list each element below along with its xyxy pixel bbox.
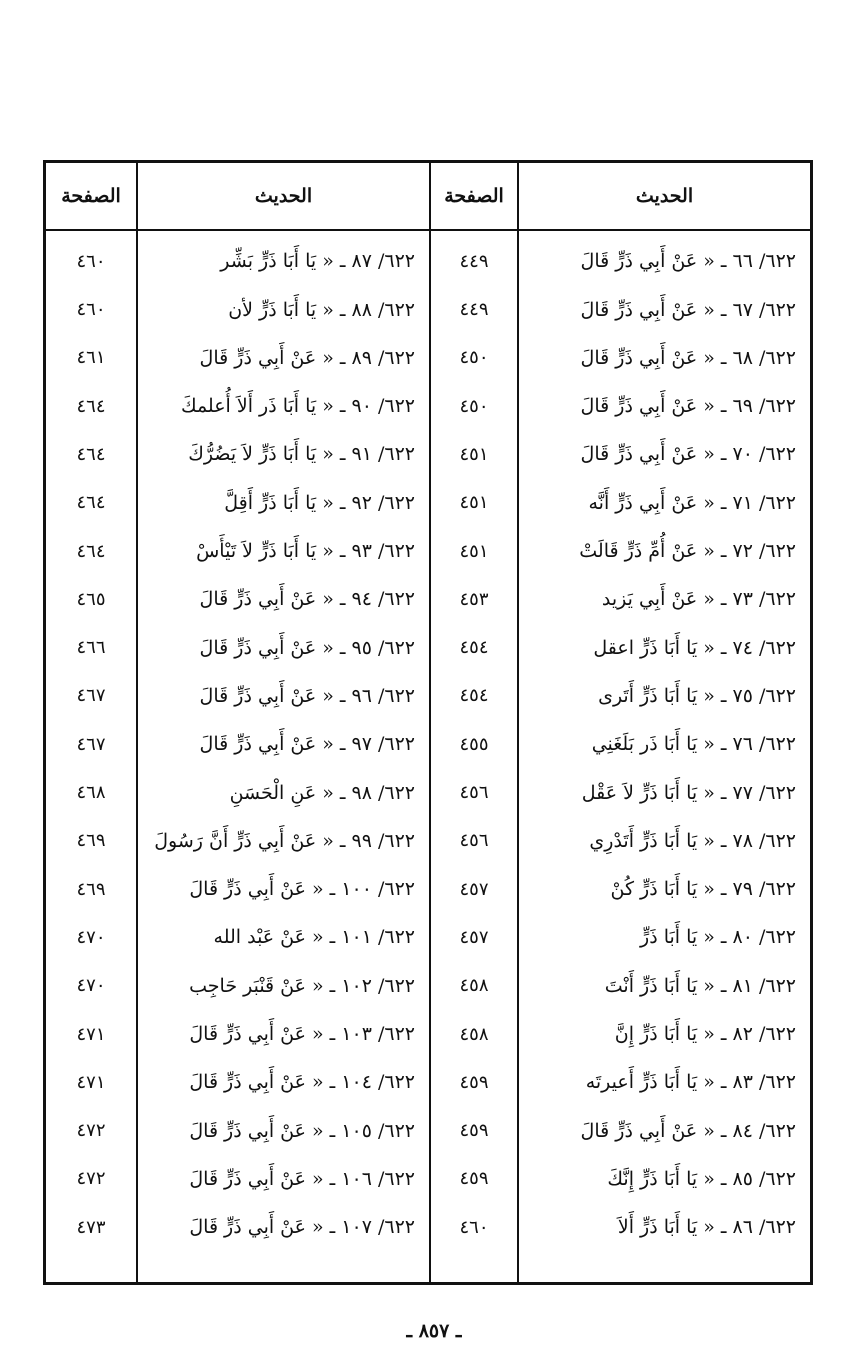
hadith-entry: ٦٢٢/ ٩٢ ـ « يَا أَبَا ذَرٍّ أَقِلَّ [224, 491, 415, 514]
hadith-entry: ٦٢٢/ ٨٩ ـ « عَنْ أَبِي ذَرٍّ قَالَ [199, 346, 415, 369]
hadith-entry: ٦٢٢/ ١٠٦ ـ « عَنْ أَبِي ذَرٍّ قَالَ [189, 1167, 415, 1190]
hadith-entry: ٦٢٢/ ٩٩ ـ « عَنْ أَبِي ذَرٍّ أَنَّ رَسُولَ [154, 829, 415, 852]
hadith-entry: ٦٢٢/ ٧٦ ـ « يَا أَبَا ذَر بَلَغَنِي [591, 733, 796, 756]
table-row [46, 285, 810, 334]
page-number-cell: ٤٦٠ [459, 1216, 489, 1238]
page-number-cell: ٤٥٧ [459, 878, 489, 900]
table-row [46, 237, 810, 286]
table-row [46, 865, 810, 914]
hadith-entry: ٦٢٢/ ٧٩ ـ « يَا أَبَا ذَرٍّ كُنْ [610, 878, 796, 901]
hadith-entry: ٦٢٢/ ٦٧ ـ « عَنْ أَبِي ذَرٍّ قَالَ [580, 298, 796, 321]
page-number-cell: ٤٥٨ [459, 975, 489, 997]
page-number-cell: ٤٦٤ [76, 540, 106, 562]
page-number-cell: ٤٦٥ [76, 588, 106, 610]
table-row [46, 720, 810, 769]
hadith-entry: ٦٢٢/ ٧٥ ـ « يَا أَبَا ذَرٍّ أَتَرى [598, 684, 796, 707]
page-number-cell: ٤٦٩ [76, 830, 106, 852]
hadith-entry: ٦٢٢/ ٨٠ ـ « يَا أَبَا ذَرٍّ [640, 926, 796, 949]
hadith-entry: ٦٢٢/ ٧٣ ـ « عَنْ أَبِي يَزيد [601, 588, 796, 611]
hadith-entry: ٦٢٢/ ٧٢ ـ « عَنْ أُمِّ ذَرٍّ قَالَتْ [579, 540, 796, 563]
hadith-entry: ٦٢٢/ ٩٧ ـ « عَنْ أَبِي ذَرٍّ قَالَ [199, 733, 415, 756]
table-row [46, 1203, 810, 1252]
header-hadith-right: الحديث [635, 185, 694, 207]
page-number-cell: ٤٥٠ [459, 347, 489, 369]
hadith-entry: ٦٢٢/ ١٠٤ ـ « عَنْ أَبِي ذَرٍّ قَالَ [189, 1071, 415, 1094]
page-number-cell: ٤٥٧ [459, 926, 489, 948]
page-number-cell: ٤٥١ [459, 443, 489, 465]
page-number-cell: ٤٥١ [459, 492, 489, 514]
table-row [46, 1106, 810, 1155]
page-number-cell: ٤٥٩ [459, 1120, 489, 1142]
hadith-entry: ٦٢٢/ ٦٨ ـ « عَنْ أَبِي ذَرٍّ قَالَ [580, 346, 796, 369]
page-number-cell: ٤٧٣ [76, 1216, 106, 1238]
page-number-cell: ٤٦٧ [76, 733, 106, 755]
page-number-cell: ٤٦٨ [76, 782, 106, 804]
page-number-cell: ٤٥١ [459, 540, 489, 562]
table-row [46, 913, 810, 962]
index-table [43, 160, 813, 1285]
hadith-entry: ٦٢٢/ ٨١ ـ « يَا أَبَا ذَرٍّ أَنْتَ [604, 974, 796, 997]
table-row [46, 1155, 810, 1204]
page-number-cell: ٤٧١ [76, 1023, 106, 1045]
table-row [46, 817, 810, 866]
hadith-entry: ٦٢٢/ ٨٥ ـ « يَا أَبَا ذَرٍّ إِنَّكَ [607, 1167, 796, 1190]
header-page-right: الصفحة [444, 185, 504, 207]
hadith-entry: ٦٢٢/ ١٠٢ ـ « عَنْ قَنْبَر حَاجِب [189, 974, 415, 997]
table-row [46, 672, 810, 721]
page-number-cell: ٤٦٠ [76, 299, 106, 321]
hadith-entry: ٦٢٢/ ١٠٣ ـ « عَنْ أَبِي ذَرٍّ قَالَ [189, 1023, 415, 1046]
hadith-entry: ٦٢٢/ ٩١ ـ « يَا أَبَا ذَرٍّ لاَ يَضُرُّكَ [188, 443, 415, 466]
page-number-cell: ٤٤٩ [459, 250, 489, 272]
page-number-cell: ٤٥٦ [459, 782, 489, 804]
table-row [46, 430, 810, 479]
page-number-cell: ٤٤٩ [459, 299, 489, 321]
page-number-cell: ٤٥٨ [459, 1023, 489, 1045]
page-number-cell: ٤٧٢ [76, 1168, 106, 1190]
page-number-cell: ٤٥٤ [459, 637, 489, 659]
hadith-entry: ٦٢٢/ ٧١ ـ « عَنْ أَبِي ذَرٍّ أَنَّه [588, 491, 796, 514]
page-number-cell: ٤٥٣ [459, 588, 489, 610]
page-number: ـ ٨٥٧ ـ [406, 1320, 462, 1342]
hadith-entry: ٦٢٢/ ٩٥ ـ « عَنْ أَبِي ذَرٍّ قَالَ [199, 636, 415, 659]
table-row [46, 479, 810, 528]
page-number-cell: ٤٦٠ [76, 250, 106, 272]
hadith-entry: ٦٢٢/ ٩٦ ـ « عَنْ أَبِي ذَرٍّ قَالَ [199, 684, 415, 707]
page-number-cell: ٤٧٢ [76, 1120, 106, 1142]
hadith-entry: ٦٢٢/ ١٠٠ ـ « عَنْ أَبِي ذَرٍّ قَالَ [189, 878, 415, 901]
page-number-cell: ٤٥٩ [459, 1168, 489, 1190]
hadith-entry: ٦٢٢/ ١٠١ ـ « عَنْ عَبْد الله [213, 926, 415, 949]
hadith-entry: ٦٢٢/ ٨٧ ـ « يَا أَبَا ذَرٍّ بَشِّر [220, 250, 415, 273]
page-number-cell: ٤٦٤ [76, 492, 106, 514]
hadith-entry: ٦٢٢/ ٨٣ ـ « يَا أَبَا ذَرٍّ أَعيرتَه [585, 1071, 796, 1094]
page-number-cell: ٤٦١ [76, 347, 106, 369]
hadith-entry: ٦٢٢/ ٨٢ ـ « يَا أَبَا ذَرٍّ إِنَّ [614, 1023, 796, 1046]
hadith-entry: ٦٢٢/ ٩٣ ـ « يَا أَبَا ذَرٍّ لاَ تَيْأَسْ [196, 540, 415, 563]
page-number-cell: ٤٦٤ [76, 395, 106, 417]
hadith-entry: ٦٢٢/ ٨٦ ـ « يَا أَبَا ذَرٍّ أَلاَ [617, 1216, 796, 1239]
header-hadith-left: الحديث [254, 185, 313, 207]
hadith-entry: ٦٢٢/ ٦٦ ـ « عَنْ أَبِي ذَرٍّ قَالَ [580, 250, 796, 273]
table-row [46, 575, 810, 624]
page-number-cell: ٤٧٠ [76, 926, 106, 948]
header-page-left: الصفحة [61, 185, 121, 207]
page-number-cell: ٤٦٧ [76, 685, 106, 707]
hadith-entry: ٦٢٢/ ٦٩ ـ « عَنْ أَبِي ذَرٍّ قَالَ [580, 395, 796, 418]
table-row [46, 382, 810, 431]
hadith-entry: ٦٢٢/ ٨٤ ـ « عَنْ أَبِي ذَرٍّ قَالَ [580, 1119, 796, 1142]
hadith-entry: ٦٢٢/ ٧٨ ـ « يَا أَبَا ذَرٍّ أَتَدْرِي [589, 829, 796, 852]
page-number-cell: ٤٥٥ [459, 733, 489, 755]
hadith-entry: ٦٢٢/ ٧٤ ـ « يَا أَبَا ذَرٍّ اعقل [593, 636, 796, 659]
table-row [46, 1058, 810, 1107]
page-number-cell: ٤٦٦ [76, 637, 106, 659]
table-row [46, 962, 810, 1011]
hadith-entry: ٦٢٢/ ١٠٧ ـ « عَنْ أَبِي ذَرٍّ قَالَ [189, 1216, 415, 1239]
page-number-cell: ٤٦٤ [76, 443, 106, 465]
hadith-entry: ٦٢٢/ ٧٠ ـ « عَنْ أَبِي ذَرٍّ قَالَ [580, 443, 796, 466]
page-number-cell: ٤٦٩ [76, 878, 106, 900]
hadith-entry: ٦٢٢/ ٩٠ ـ « يَا أَبَا ذَر أَلاَ أُعلمكَ [180, 395, 415, 418]
page-number-cell: ٤٥٤ [459, 685, 489, 707]
table-row [46, 623, 810, 672]
table-row [46, 1010, 810, 1059]
page-number-cell: ٤٧١ [76, 1071, 106, 1093]
hadith-entry: ٦٢٢/ ٩٤ ـ « عَنْ أَبِي ذَرٍّ قَالَ [199, 588, 415, 611]
page-number-cell: ٤٥٦ [459, 830, 489, 852]
page-number-cell: ٤٥٩ [459, 1071, 489, 1093]
table-row [46, 334, 810, 383]
hadith-entry: ٦٢٢/ ١٠٥ ـ « عَنْ أَبِي ذَرٍّ قَالَ [189, 1119, 415, 1142]
page-number-cell: ٤٥٠ [459, 395, 489, 417]
hadith-entry: ٦٢٢/ ٨٨ ـ « يَا أَبَا ذَرٍّ لأن [228, 298, 415, 321]
hadith-entry: ٦٢٢/ ٩٨ ـ « عَنِ الْحَسَنِ [229, 781, 415, 804]
table-row [46, 527, 810, 576]
table-row [46, 768, 810, 817]
hadith-entry: ٦٢٢/ ٧٧ ـ « يَا أَبَا ذَرٍّ لاَ عَقْل [581, 781, 796, 804]
page-number-cell: ٤٧٠ [76, 975, 106, 997]
header-divider [46, 229, 810, 231]
